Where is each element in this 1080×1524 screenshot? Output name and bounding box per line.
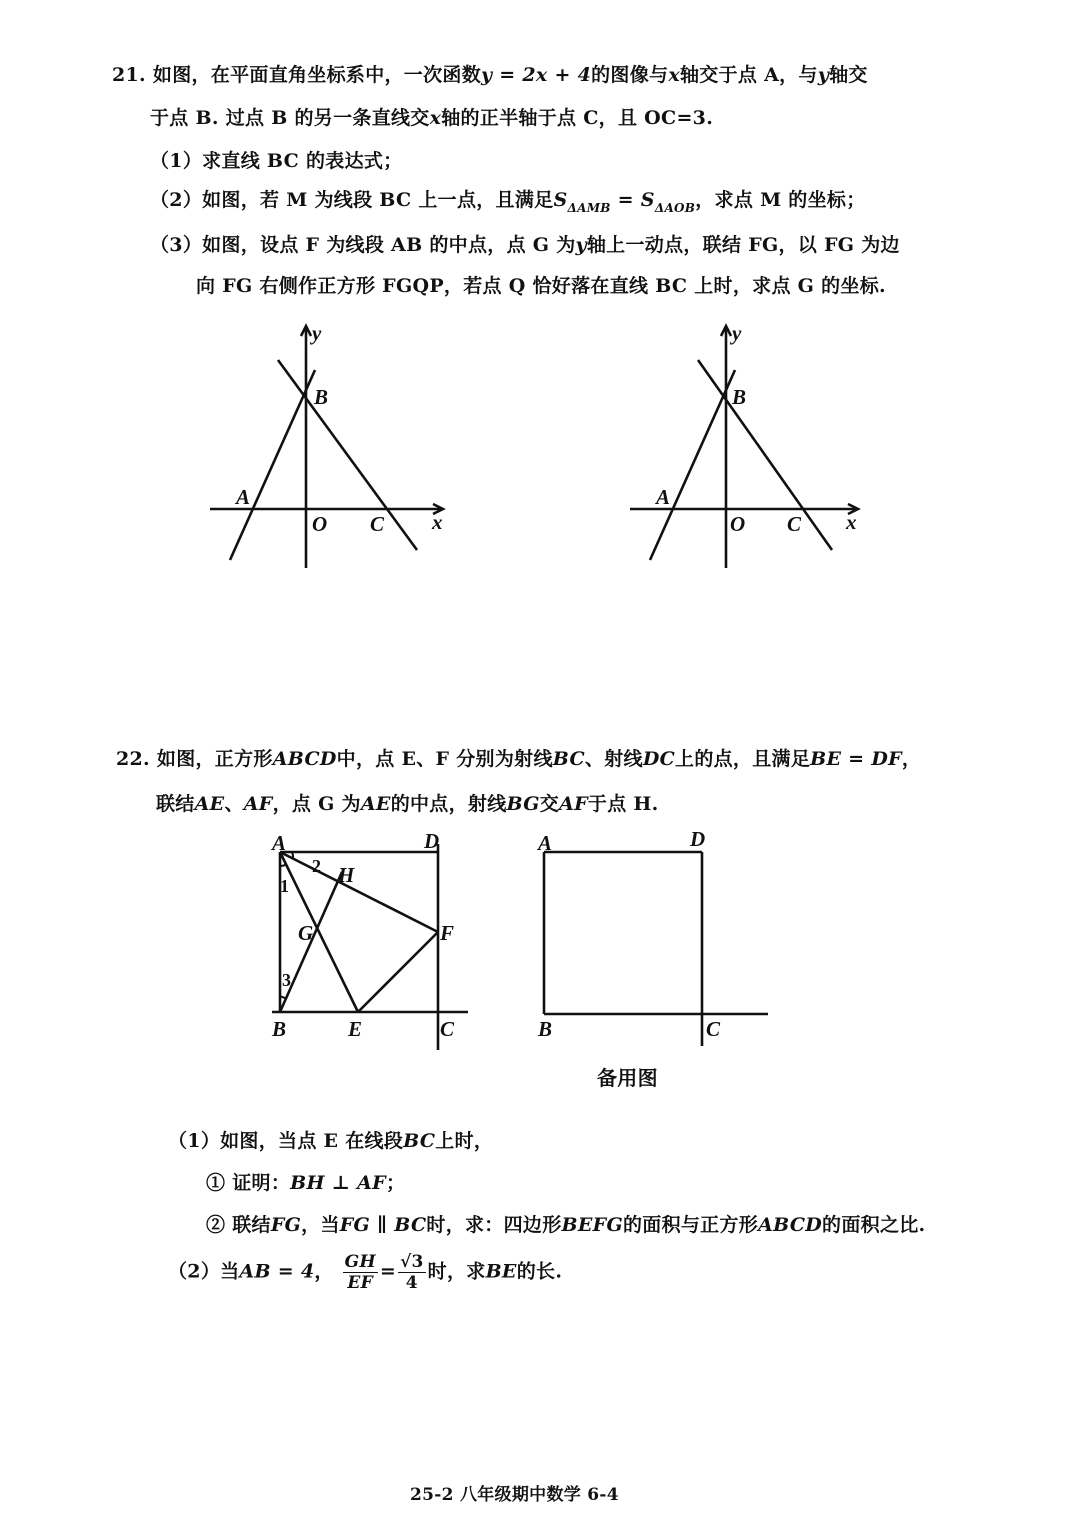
q21-figure-left bbox=[200, 320, 460, 580]
label-a: A bbox=[272, 831, 287, 855]
q22-part1-ii-text: ，当 bbox=[301, 1214, 340, 1236]
q21-var-y: y bbox=[817, 64, 830, 86]
q22-math: FG ∥ BC bbox=[339, 1214, 427, 1236]
label-a: A bbox=[236, 485, 251, 509]
q22-part2-text: 的长. bbox=[516, 1260, 563, 1283]
q22-stem-text: 交 bbox=[539, 793, 560, 815]
label-c: C bbox=[370, 512, 385, 536]
area-symbol: S bbox=[640, 189, 655, 211]
q21-stem-text: 于点 B. 过点 B 的另一条直线交 bbox=[150, 107, 430, 129]
q21-part1: （1）求直线 BC 的表达式； bbox=[150, 150, 403, 172]
label-x: x bbox=[432, 510, 443, 534]
label-angle-3: 3 bbox=[282, 970, 291, 990]
q21-part2 bbox=[150, 185, 866, 215]
area-subscript: ΔAMB bbox=[567, 201, 611, 215]
segment-ef bbox=[358, 932, 438, 1012]
q22-part2-text: （2）当 bbox=[168, 1260, 240, 1283]
q22-stem-text: 上的点，且满足 bbox=[675, 748, 811, 770]
fraction-gh-ef bbox=[343, 1252, 378, 1293]
q22-stem-text: 的中点，射线 bbox=[390, 793, 507, 815]
q21-part3-line2: 向 FG 右侧作正方形 FGQP，若点 Q 恰好落在直线 BC 上时，求点 G 的坐标. bbox=[196, 275, 886, 297]
q22-stem-text: ，点 G 为 bbox=[272, 793, 361, 815]
label-f: F bbox=[440, 921, 455, 945]
q22-math: BH ⊥ AF bbox=[290, 1172, 386, 1194]
q22-math: AF bbox=[559, 793, 588, 815]
line-ab bbox=[650, 370, 735, 560]
q22-number: 22. bbox=[116, 748, 150, 770]
q22-stem-text: 于点 H. bbox=[587, 793, 659, 815]
q22-math: AF bbox=[243, 793, 273, 815]
q21-stem-text: 的图像与 bbox=[591, 64, 669, 86]
q21-part3-text: （3）如图，设点 F 为线段 AB 的中点，点 G 为 bbox=[150, 234, 576, 256]
fraction-numerator: √3 bbox=[400, 1252, 424, 1272]
q21-stem-text: 轴交 bbox=[829, 64, 868, 86]
segment-af bbox=[280, 852, 438, 932]
q22-math: FG bbox=[270, 1214, 302, 1236]
label-c: C bbox=[440, 1017, 455, 1041]
label-y: y bbox=[732, 321, 742, 345]
q22-line1 bbox=[116, 744, 921, 771]
label-b: B bbox=[314, 385, 329, 409]
q21-function: y = 2x + 4 bbox=[481, 64, 592, 86]
q22-part1-text: 上时， bbox=[435, 1130, 494, 1152]
q22-math: AE bbox=[194, 793, 225, 815]
q22-math: BC bbox=[403, 1130, 436, 1152]
q21-line1 bbox=[112, 60, 868, 87]
q22-stem-text: 、射线 bbox=[584, 748, 643, 770]
q22-math: AB = 4 bbox=[239, 1260, 315, 1283]
q22-part1-i-text: ① 证明： bbox=[206, 1172, 291, 1194]
q21-part2-text: ，求点 M 的坐标； bbox=[695, 189, 866, 211]
q22-part1-ii bbox=[206, 1210, 925, 1237]
q21-number: 21. bbox=[112, 64, 146, 86]
label-o: O bbox=[730, 512, 746, 536]
label-a: A bbox=[656, 485, 671, 509]
q22-part1-text: （1）如图，当点 E 在线段 bbox=[168, 1130, 404, 1152]
label-h: H bbox=[338, 863, 355, 887]
q21-stem-text: 如图，在平面直角坐标系中，一次函数 bbox=[152, 64, 481, 86]
q22-math: BC bbox=[552, 748, 585, 770]
q21-var-x: x bbox=[668, 64, 680, 86]
label-g: G bbox=[298, 921, 314, 945]
label-angle-2: 2 bbox=[312, 856, 321, 876]
q21-figure-right bbox=[620, 320, 880, 580]
q22-part1-ii-text: ② 联结 bbox=[206, 1214, 271, 1236]
equals-sign: = bbox=[610, 189, 641, 211]
line-bc bbox=[278, 360, 417, 550]
page-footer: 25-2 八年级期中数学 6-4 bbox=[410, 1485, 619, 1505]
q21-stem-text: 轴交于点 A，与 bbox=[679, 64, 818, 86]
q22-math: DC bbox=[642, 748, 676, 770]
label-c: C bbox=[706, 1017, 721, 1041]
equals-sign: = bbox=[379, 1260, 397, 1283]
label-a: A bbox=[538, 831, 553, 855]
q22-part1-i-text: ； bbox=[385, 1172, 406, 1194]
label-b: B bbox=[272, 1017, 287, 1041]
q22-figure-main bbox=[262, 826, 482, 1056]
q22-stem-text: 联结 bbox=[156, 793, 195, 815]
q22-stem-text: 、 bbox=[224, 793, 244, 815]
label-b: B bbox=[538, 1017, 553, 1041]
q22-math: ABCD bbox=[758, 1214, 823, 1236]
q22-line2 bbox=[156, 789, 659, 816]
q22-part2 bbox=[168, 1252, 562, 1293]
q21-stem-text: 轴的正半轴于点 C，且 OC=3. bbox=[441, 107, 714, 129]
line-ab bbox=[230, 370, 315, 560]
fraction-numerator: GH bbox=[344, 1252, 376, 1272]
area-symbol: S bbox=[553, 189, 568, 211]
q21-line2 bbox=[150, 103, 713, 130]
label-y: y bbox=[312, 321, 322, 345]
q22-stem-text: 如图，正方形 bbox=[156, 748, 273, 770]
angle-mark-2 bbox=[292, 852, 293, 859]
q21-part3-line1 bbox=[150, 230, 900, 257]
label-d: D bbox=[424, 829, 440, 853]
q22-math: BG bbox=[506, 793, 540, 815]
q22-math: AE bbox=[360, 793, 391, 815]
label-d: D bbox=[690, 827, 706, 851]
q22-math: BE bbox=[485, 1260, 517, 1283]
label-o: O bbox=[312, 512, 328, 536]
q22-part1-ii-text: 的面积之比. bbox=[822, 1214, 926, 1236]
q22-part1-ii-text: 时，求：四边形 bbox=[426, 1214, 562, 1236]
label-e: E bbox=[348, 1017, 363, 1041]
q22-part1-i bbox=[206, 1168, 405, 1195]
q21-var-y: y bbox=[575, 234, 587, 256]
fraction-sqrt3-4 bbox=[398, 1252, 426, 1293]
area-subscript: ΔAOB bbox=[654, 201, 696, 215]
q22-part2-text: 时，求 bbox=[427, 1260, 486, 1283]
q22-math: BEFG bbox=[561, 1214, 623, 1236]
q21-var-x: x bbox=[429, 107, 442, 129]
q22-math: BE = DF bbox=[810, 748, 902, 770]
q21-part3-text: 轴上一动点，联结 FG，以 FG 为边 bbox=[586, 234, 900, 256]
q22-stem-text: 中，点 E、F 分别为射线 bbox=[336, 748, 553, 770]
spare-figure-caption: 备用图 bbox=[597, 1066, 658, 1090]
line-bc bbox=[698, 360, 832, 550]
q22-part2-text: ， bbox=[314, 1260, 334, 1283]
q22-stem-text: ， bbox=[901, 748, 922, 770]
q22-part1-ii-text: 的面积与正方形 bbox=[622, 1214, 759, 1236]
label-x: x bbox=[846, 510, 857, 534]
q21-part2-text: （2）如图，若 M 为线段 BC 上一点，且满足 bbox=[150, 189, 554, 211]
q22-figure-spare bbox=[530, 826, 780, 1056]
label-c: C bbox=[787, 512, 802, 536]
label-b: B bbox=[732, 385, 747, 409]
label-angle-1: 1 bbox=[280, 876, 289, 896]
fraction-denominator: EF bbox=[347, 1273, 374, 1293]
fraction-denominator: 4 bbox=[405, 1273, 418, 1293]
q22-math: ABCD bbox=[272, 748, 337, 770]
q22-part1-intro bbox=[168, 1126, 493, 1153]
